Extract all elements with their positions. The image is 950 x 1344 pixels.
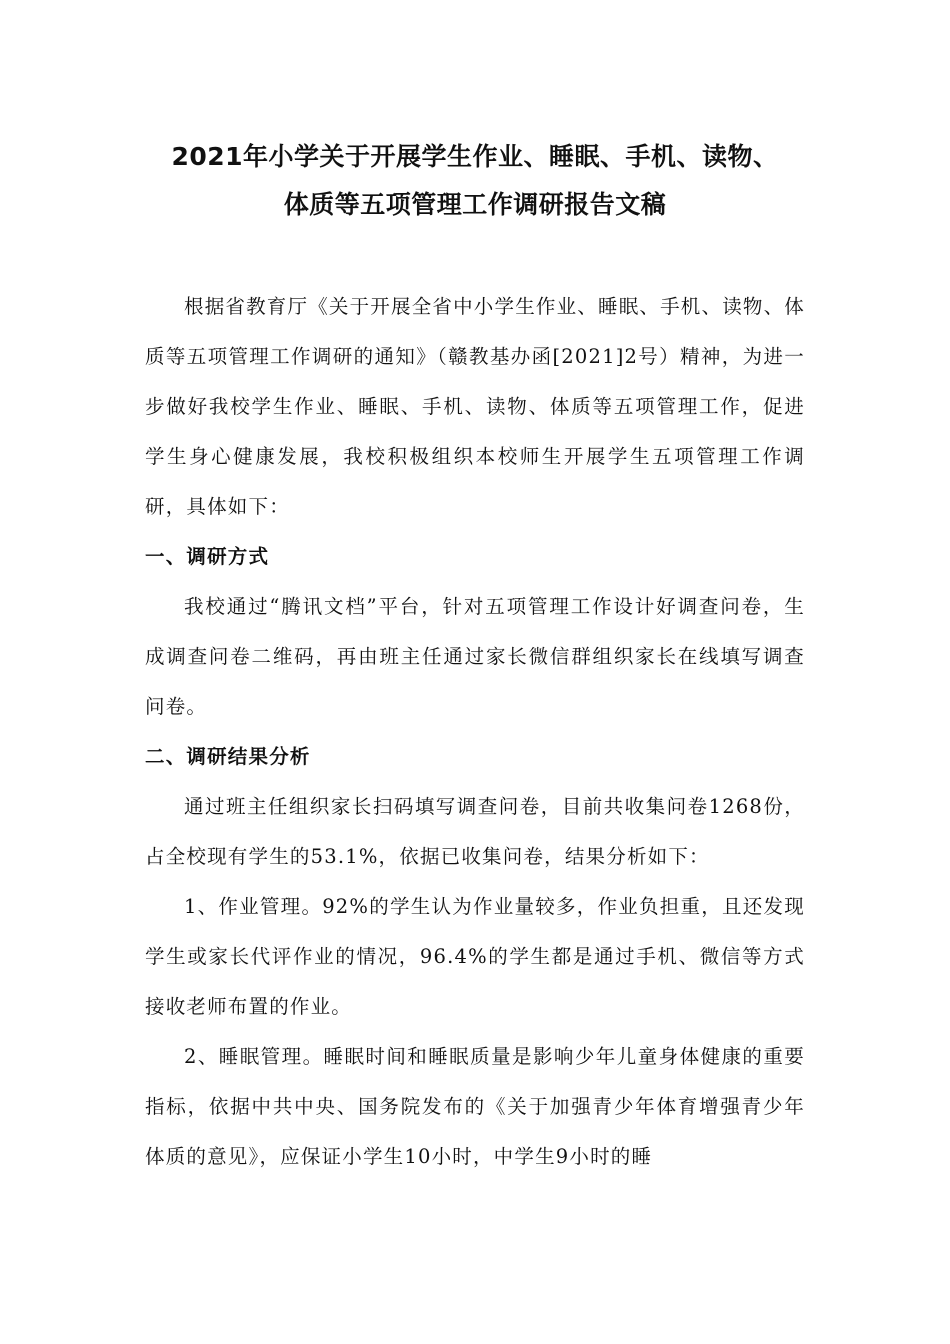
section-2-paragraph: 通过班主任组织家长扫码填写调查问卷，目前共收集问卷1268份，占全校现有学生的53.1%，依据已收集问卷，结果分析如下： <box>145 795 805 868</box>
document-title-line-2: 体质等五项管理工作调研报告文稿 <box>283 190 667 219</box>
item-2-paragraph: 2、睡眠管理。睡眠时间和睡眠质量是影响少年儿童身体健康的重要指标，依据中共中央、国务院发布的《关于加强青少年体育增强青少年体质的意见》，应保证小学生10小时，中学生9小时的睡 <box>145 1045 805 1168</box>
section-2-heading: 二、调研结果分析 <box>145 745 311 768</box>
document-body <box>145 282 805 1182</box>
section-1-paragraph: 我校通过“腾讯文档”平台，针对五项管理工作设计好调查问卷，生成调查问卷二维码，再由班主任通过家长微信群组织家长在线填写调查问卷。 <box>145 595 805 718</box>
section-1-heading: 一、调研方式 <box>145 545 270 568</box>
item-1-paragraph: 1、作业管理。92%的学生认为作业量较多，作业负担重，且还发现学生或家长代评作业的情况，96.4%的学生都是通过手机、微信等方式接收老师布置的作业。 <box>145 895 805 1018</box>
intro-paragraph: 根据省教育厅《关于开展全省中小学生作业、睡眠、手机、读物、体质等五项管理工作调研的通知》（赣教基办函[2021]2号）精神，为进一步做好我校学生作业、睡眠、手机、读物、体质等五项管理工作，促进学生身心健康发展，我校积极组织本校师生开展学生五项管理工作调研，具体如下： <box>145 295 806 518</box>
document-title-line-1: 2021年小学关于开展学生作业、睡眠、手机、读物、 <box>171 142 779 171</box>
